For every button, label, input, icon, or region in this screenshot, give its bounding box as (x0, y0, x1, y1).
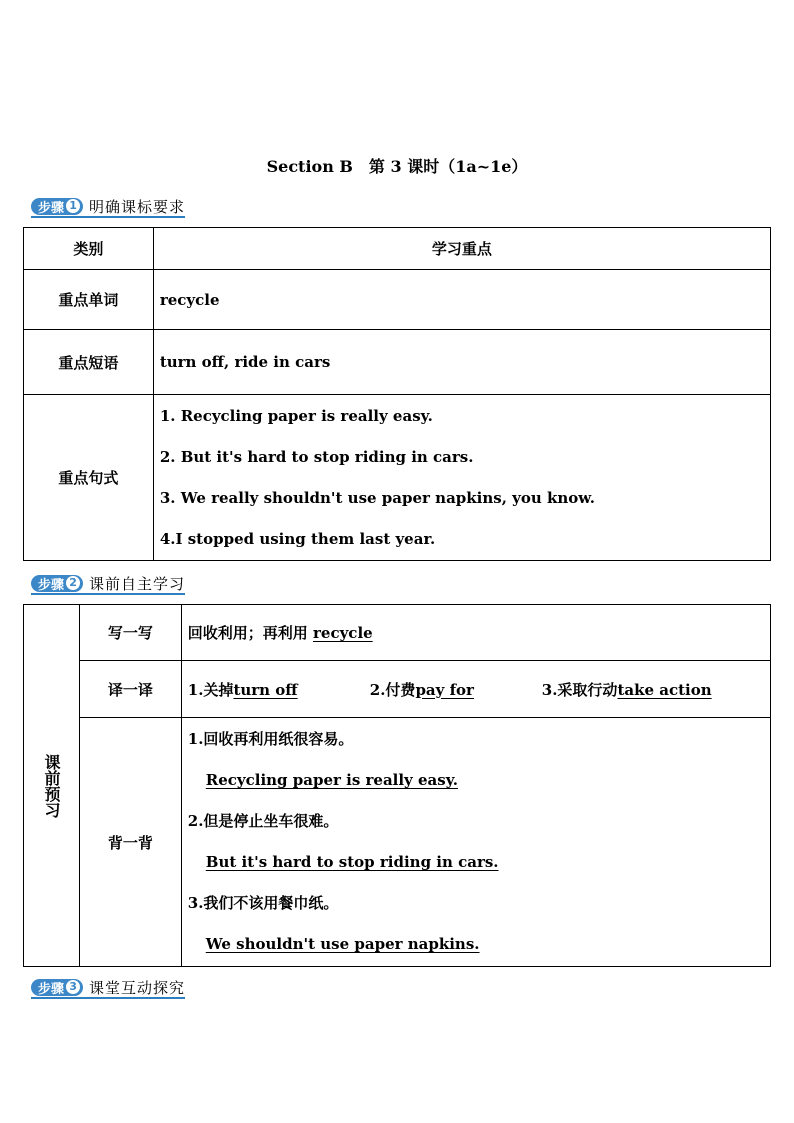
preview-table (23, 604, 771, 967)
translate-content (181, 661, 770, 718)
step-title: 明确课标要求 (89, 197, 186, 216)
step-title: 课堂互动探究 (89, 978, 186, 997)
table-row (24, 330, 771, 395)
translate-answer: take action (617, 680, 712, 699)
table-row (24, 605, 771, 661)
step-3-heading (31, 977, 185, 999)
row-content (153, 395, 770, 561)
recite-prompt: 2.但是停止坐车很难。 (187, 812, 339, 830)
recite-content (181, 718, 770, 967)
row-category: 重点句式 (24, 395, 154, 561)
translate-prompt: 2.付费 (369, 680, 416, 699)
translate-item (188, 679, 370, 700)
recite-label: 背一背 (79, 718, 181, 967)
translate-answer: pay for (415, 680, 474, 699)
page-title: Section B 第 3 课时（1a~1e） (266, 157, 528, 176)
step-1-heading (31, 196, 185, 218)
sentence: 2. But it's hard to stop riding in cars. (159, 447, 474, 466)
recite-answer: Recycling paper is really easy. (205, 771, 458, 789)
translate-prompt: 3.采取行动 (541, 680, 618, 699)
write-label: 写一写 (79, 605, 181, 661)
translate-answer: turn off (233, 680, 298, 699)
row-content: recycle (153, 270, 770, 330)
step-number: 1 (66, 199, 80, 213)
step-badge (31, 198, 83, 215)
row-category: 重点短语 (24, 330, 154, 395)
sentence: 4.I stopped using them last year. (159, 529, 436, 548)
step-2-heading (31, 573, 185, 595)
recite-answer-line (188, 760, 770, 801)
table-row (24, 661, 771, 718)
sentence: 1. Recycling paper is really easy. (159, 406, 433, 425)
step-title: 课前自主学习 (89, 574, 186, 593)
recite-prompt: 1.回收再利用纸很容易。 (187, 730, 354, 748)
translate-label: 译一译 (79, 661, 181, 718)
table-row (24, 718, 771, 967)
translate-prompt: 1.关掉 (187, 680, 234, 699)
header-focus: 学习重点 (153, 228, 770, 270)
recite-prompt: 3.我们不该用餐巾纸。 (187, 894, 339, 912)
step-badge (31, 979, 83, 996)
recite-answer: We shouldn't use paper napkins. (205, 935, 480, 953)
write-answer: recycle (313, 624, 373, 642)
step-label: 步骤 (38, 981, 65, 997)
step-badge (31, 575, 83, 592)
step-label: 步骤 (38, 200, 65, 216)
step-number: 2 (66, 576, 80, 590)
table-row (24, 395, 771, 561)
side-label-cell (24, 605, 80, 967)
recite-answer-line (188, 924, 770, 965)
row-content: turn off, ride in cars (153, 330, 770, 395)
recite-answer: But it's hard to stop riding in cars. (205, 853, 499, 871)
table-row (24, 270, 771, 330)
side-label: 课前预习 (41, 753, 61, 818)
step-number: 3 (66, 980, 80, 994)
row-category: 重点单词 (24, 270, 154, 330)
recite-answer-line (188, 842, 770, 883)
table-header-row (24, 228, 771, 270)
sentence: 3. We really shouldn't use paper napkins, you know. (159, 488, 595, 507)
write-prompt: 回收利用；再利用 (187, 624, 308, 642)
step-label: 步骤 (38, 577, 65, 593)
key-points-table (23, 227, 771, 561)
write-content (181, 605, 770, 661)
header-category: 类别 (24, 228, 154, 270)
translate-item (542, 679, 712, 700)
translate-item (370, 679, 542, 700)
